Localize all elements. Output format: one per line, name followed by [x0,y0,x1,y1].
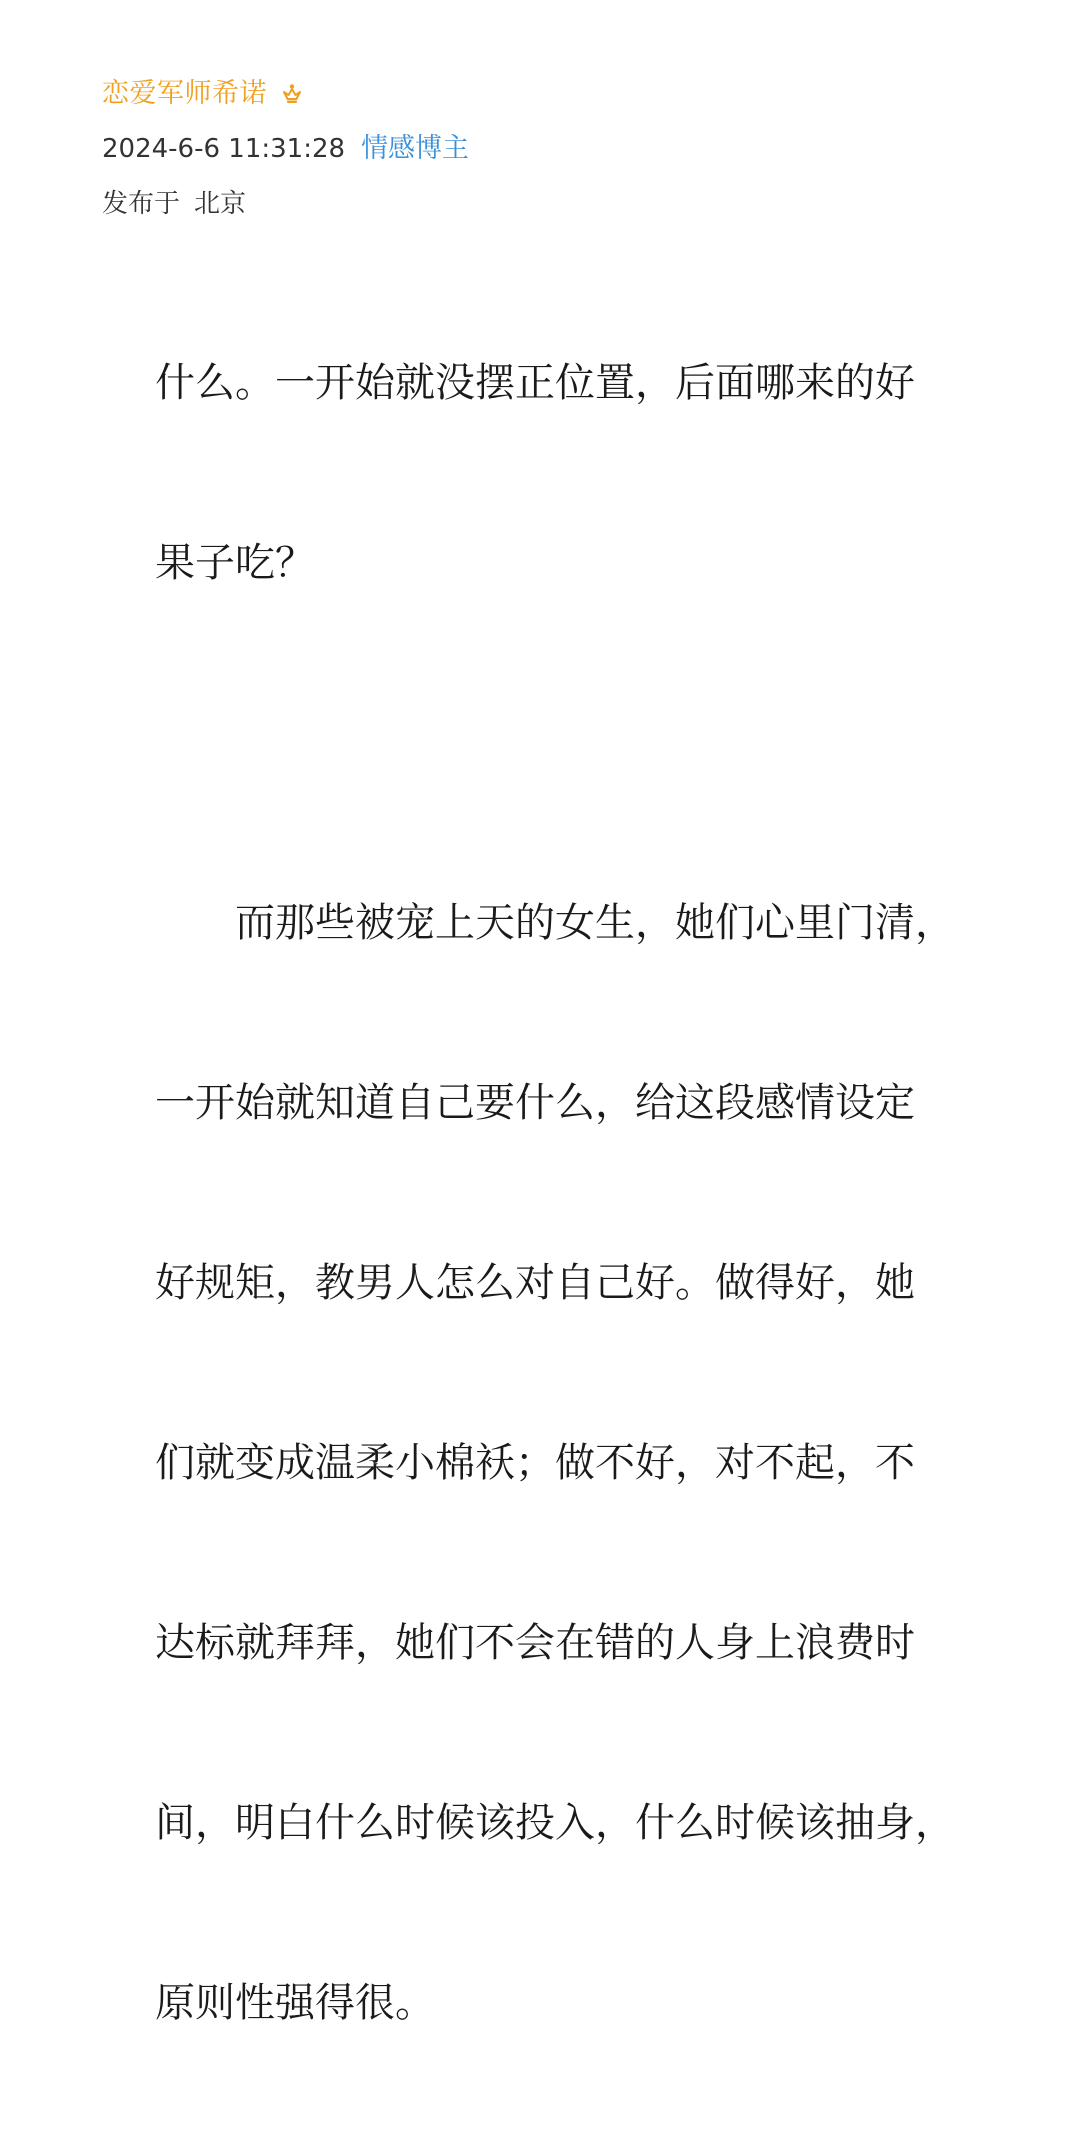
post-header [102,74,1002,224]
text-line: 达标就拜拜，她们不会在错的人身上浪费时 [155,1620,915,1666]
crown-icon [281,83,303,105]
location-row [102,184,1002,224]
meta-row [102,129,1002,169]
author-row [102,74,1002,114]
text-line: 而那些被宠上天的女生，她们心里门清， [155,900,955,946]
paragraph-1 [155,248,970,698]
text-line: 原则性强得很。 [155,1980,435,2026]
author-name[interactable]: 恋爱军师希诺 [102,78,267,109]
author-tag[interactable]: 情感博主 [361,133,470,164]
location-prefix: 发布于 [102,189,181,219]
text-line: 果子吃？ [155,540,315,586]
paragraph-2 [155,788,970,2138]
text-line: 什么。一开始就没摆正位置，后面哪来的好 [155,360,915,406]
post-content [155,248,970,2138]
location-city: 北京 [194,189,247,219]
text-line: 好规矩，教男人怎么对自己好。做得好，她 [155,1260,915,1306]
post-timestamp: 2024-6-6 11:31:28 [102,134,346,164]
text-line: 们就变成温柔小棉袄；做不好，对不起，不 [155,1440,915,1486]
text-line: 一开始就知道自己要什么，给这段感情设定 [155,1080,915,1126]
text-line: 间，明白什么时候该投入，什么时候该抽身， [155,1800,955,1846]
